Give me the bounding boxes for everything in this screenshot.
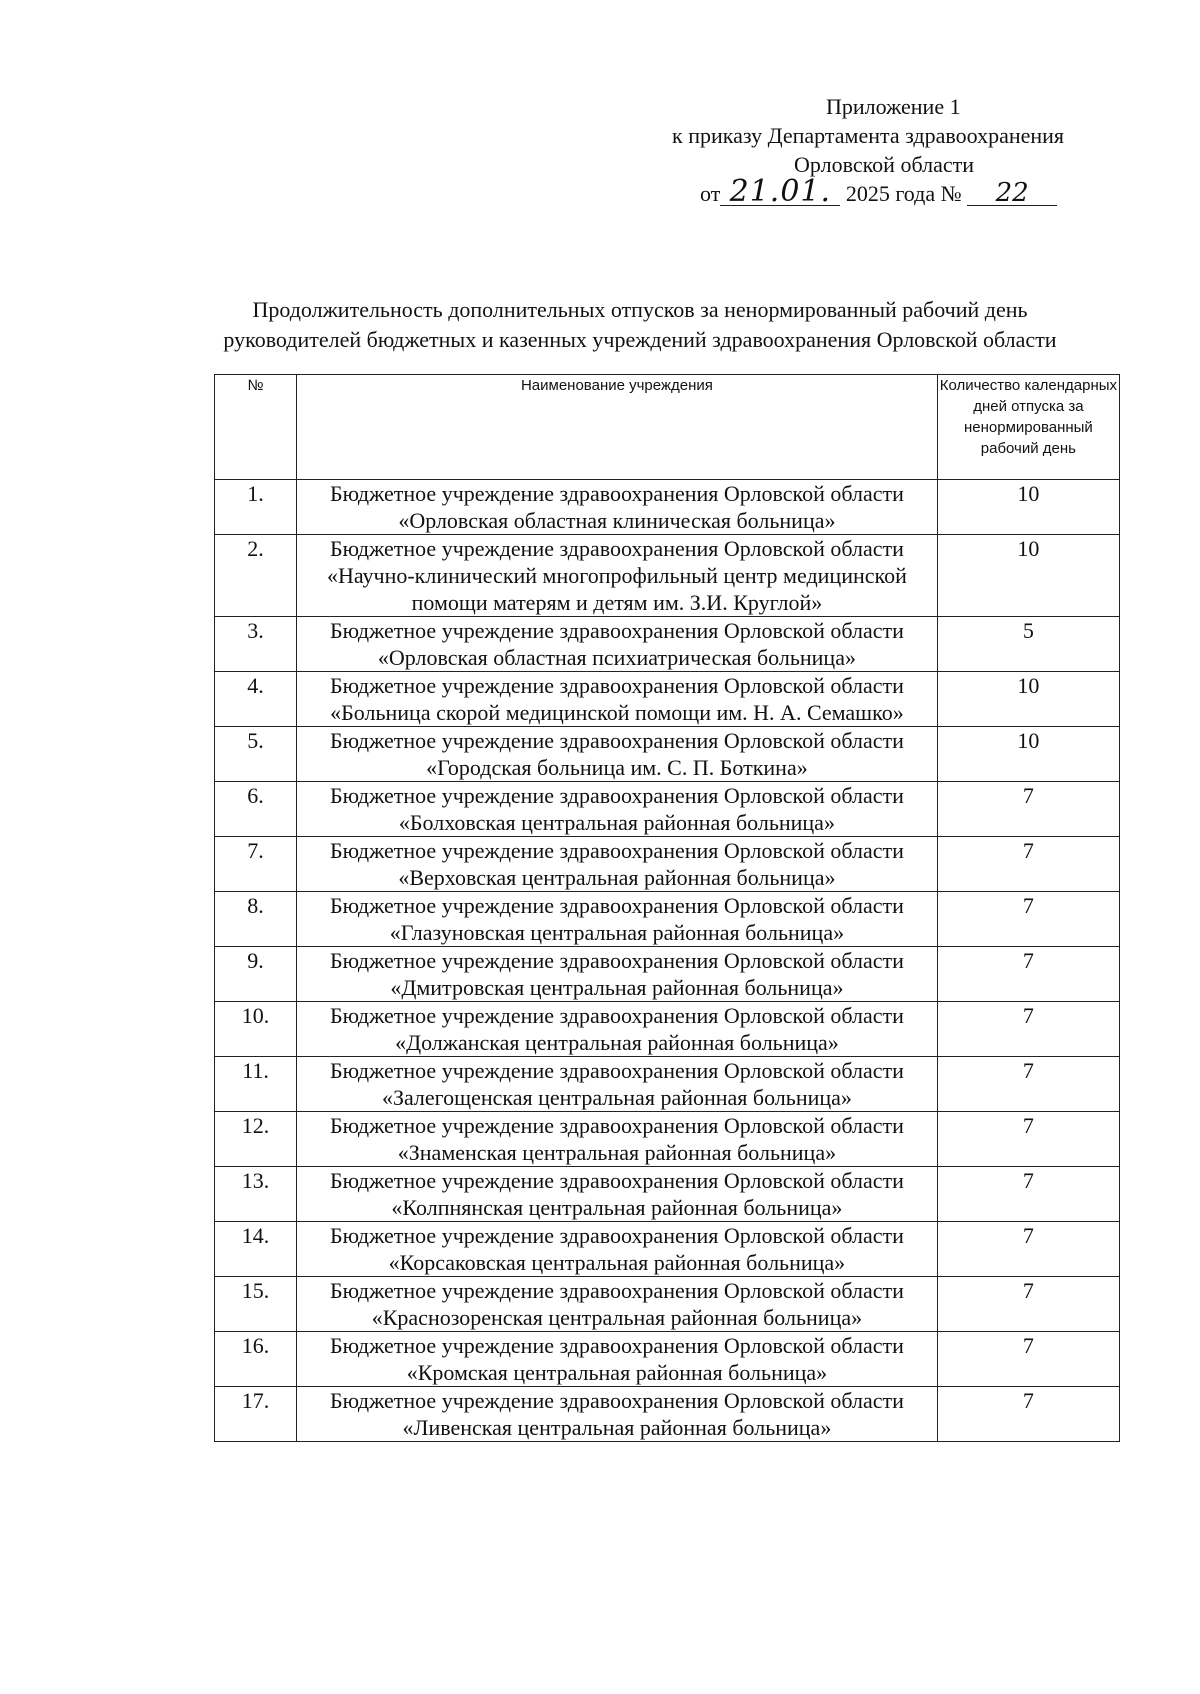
- date-prefix: от: [700, 181, 721, 206]
- table-row: [215, 1222, 1120, 1277]
- institution-name: Бюджетное учреждение здравоохранения Орловской области «Научно-клинический многопрофильный центр медицинской помощи матерям и детям им. З.И. Круглой»: [297, 535, 938, 617]
- vacation-days: 7: [937, 837, 1119, 892]
- row-number: 4.: [215, 672, 297, 727]
- row-number: 17.: [215, 1387, 297, 1442]
- vacation-days: 7: [937, 1332, 1119, 1387]
- row-number: 14.: [215, 1222, 297, 1277]
- vacation-days: 7: [937, 1167, 1119, 1222]
- institution-name: Бюджетное учреждение здравоохранения Орловской области «Верховская центральная районная больница»: [297, 837, 938, 892]
- row-number: 3.: [215, 617, 297, 672]
- title-line-2: руководителей бюджетных и казенных учреждений здравоохранения Орловской области: [223, 327, 1057, 352]
- table-row: [215, 1277, 1120, 1332]
- table-row: [215, 535, 1120, 617]
- institution-name: Бюджетное учреждение здравоохранения Орловской области «Краснозоренская центральная районная больница»: [297, 1277, 938, 1332]
- institution-name: Бюджетное учреждение здравоохранения Орловской области «Корсаковская центральная районная больница»: [297, 1222, 938, 1277]
- handwritten-date: 21.01.: [720, 179, 840, 206]
- table-row: [215, 892, 1120, 947]
- year-label: 2025 года №: [845, 181, 962, 206]
- appendix-label: Приложение 1: [826, 94, 961, 119]
- vacation-days: 7: [937, 947, 1119, 1002]
- row-number: 13.: [215, 1167, 297, 1222]
- vacation-days: 10: [937, 480, 1119, 535]
- table-row: [215, 1387, 1120, 1442]
- table-row: [215, 1002, 1120, 1057]
- vacation-days: 7: [937, 1387, 1119, 1442]
- table-row: [215, 837, 1120, 892]
- row-number: 15.: [215, 1277, 297, 1332]
- handwritten-number: 22: [967, 181, 1057, 206]
- row-number: 5.: [215, 727, 297, 782]
- vacation-days: 7: [937, 1112, 1119, 1167]
- table-row: [215, 782, 1120, 837]
- vacation-days: 7: [937, 1057, 1119, 1112]
- institution-name: Бюджетное учреждение здравоохранения Орловской области «Орловская областная клиническая больница»: [297, 480, 938, 535]
- row-number: 7.: [215, 837, 297, 892]
- row-number: 2.: [215, 535, 297, 617]
- institution-name: Бюджетное учреждение здравоохранения Орловской области «Орловская областная психиатрическая больница»: [297, 617, 938, 672]
- institution-name: Бюджетное учреждение здравоохранения Орловской области «Знаменская центральная районная больница»: [297, 1112, 938, 1167]
- institution-name: Бюджетное учреждение здравоохранения Орловской области «Больница скорой медицинской помощи им. Н. А. Семашко»: [297, 672, 938, 727]
- header-vacation-days: Количество календарных дней отпуска за ненормированный рабочий день: [937, 375, 1119, 480]
- table-row: [215, 1057, 1120, 1112]
- order-date-line: [640, 174, 1120, 209]
- institution-name: Бюджетное учреждение здравоохранения Орловской области «Колпнянская центральная районная больница»: [297, 1167, 938, 1222]
- document-title: [150, 295, 1130, 355]
- vacation-table: [214, 374, 1120, 1442]
- vacation-days: 10: [937, 535, 1119, 617]
- row-number: 16.: [215, 1332, 297, 1387]
- header-number: №: [215, 375, 297, 480]
- table-row: [215, 727, 1120, 782]
- institution-name: Бюджетное учреждение здравоохранения Орловской области «Ливенская центральная районная больница»: [297, 1387, 938, 1442]
- vacation-days: 10: [937, 672, 1119, 727]
- order-reference: к приказу Департамента здравоохранения: [672, 123, 1065, 148]
- row-number: 10.: [215, 1002, 297, 1057]
- vacation-days: 7: [937, 1002, 1119, 1057]
- row-number: 8.: [215, 892, 297, 947]
- table-row: [215, 947, 1120, 1002]
- institution-name: Бюджетное учреждение здравоохранения Орловской области «Должанская центральная районная больница»: [297, 1002, 938, 1057]
- row-number: 9.: [215, 947, 297, 1002]
- row-number: 6.: [215, 782, 297, 837]
- table-row: [215, 672, 1120, 727]
- table-header-row: [215, 375, 1120, 480]
- vacation-days: 7: [937, 892, 1119, 947]
- table-body: [215, 480, 1120, 1442]
- table-row: [215, 1112, 1120, 1167]
- table-row: [215, 1332, 1120, 1387]
- vacation-days: 7: [937, 1277, 1119, 1332]
- row-number: 11.: [215, 1057, 297, 1112]
- vacation-days: 5: [937, 617, 1119, 672]
- row-number: 12.: [215, 1112, 297, 1167]
- table-row: [215, 480, 1120, 535]
- vacation-days: 10: [937, 727, 1119, 782]
- table-row: [215, 617, 1120, 672]
- institution-name: Бюджетное учреждение здравоохранения Орловской области «Глазуновская центральная районная больница»: [297, 892, 938, 947]
- region-name: Орловской области: [794, 152, 974, 177]
- row-number: 1.: [215, 480, 297, 535]
- table-row: [215, 1167, 1120, 1222]
- institution-name: Бюджетное учреждение здравоохранения Орловской области «Кромская центральная районная больница»: [297, 1332, 938, 1387]
- institution-name: Бюджетное учреждение здравоохранения Орловской области «Городская больница им. С. П. Боткина»: [297, 727, 938, 782]
- vacation-days: 7: [937, 1222, 1119, 1277]
- document-header: [640, 92, 1120, 208]
- vacation-days: 7: [937, 782, 1119, 837]
- institution-name: Бюджетное учреждение здравоохранения Орловской области «Дмитровская центральная районная больница»: [297, 947, 938, 1002]
- institution-name: Бюджетное учреждение здравоохранения Орловской области «Болховская центральная районная больница»: [297, 782, 938, 837]
- title-line-1: Продолжительность дополнительных отпусков за ненормированный рабочий день: [252, 297, 1028, 322]
- header-institution-name: Наименование учреждения: [297, 375, 938, 480]
- institution-name: Бюджетное учреждение здравоохранения Орловской области «Залегощенская центральная районная больница»: [297, 1057, 938, 1112]
